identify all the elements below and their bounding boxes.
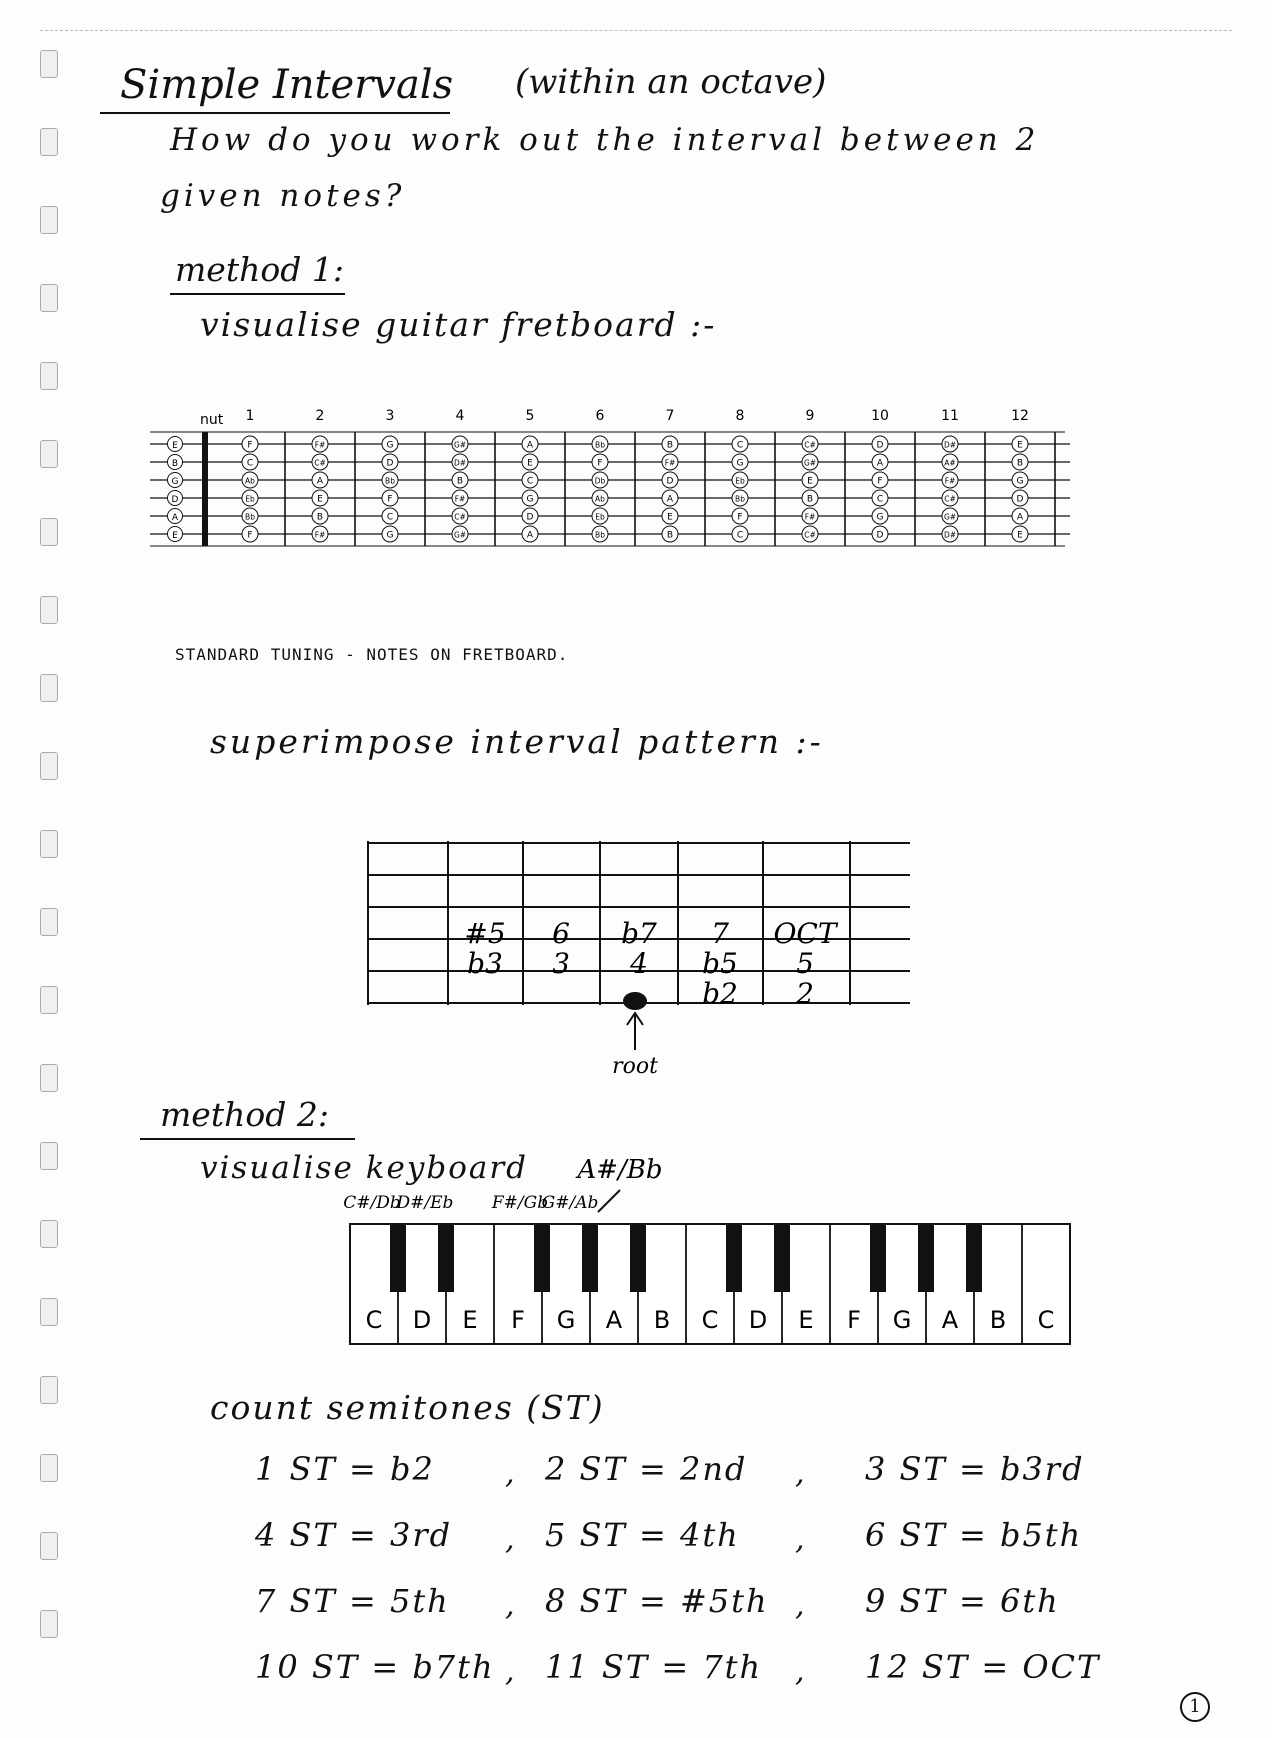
- binder-hole: [40, 128, 58, 156]
- note-label: A#: [944, 458, 956, 468]
- note-label: G#: [943, 512, 957, 522]
- fret-number: 10: [871, 408, 889, 424]
- note-label: D: [666, 476, 674, 487]
- binder-hole: [40, 440, 58, 468]
- note-label: G: [171, 477, 179, 487]
- note-label: D: [876, 440, 884, 451]
- interval-label: 4: [630, 947, 648, 980]
- note-label: F: [247, 530, 253, 541]
- note-label: Ab: [245, 476, 255, 486]
- white-key-label: B: [653, 1306, 671, 1334]
- note-label: F#: [454, 494, 466, 504]
- binder-hole: [40, 908, 58, 936]
- note-label: Bb: [595, 440, 605, 450]
- note-label: D: [171, 495, 179, 505]
- note-label: B: [316, 512, 324, 523]
- white-key-label: G: [556, 1306, 576, 1334]
- note-label: A: [171, 513, 179, 523]
- note-label: G: [876, 512, 884, 523]
- note-label: C#: [804, 530, 816, 540]
- note-label: F: [737, 512, 743, 523]
- note-label: B: [456, 476, 464, 487]
- black-key-label: C#/Db: [343, 1193, 401, 1213]
- black-key: [390, 1224, 406, 1292]
- note-label: B: [171, 459, 179, 469]
- note-label: G#: [453, 530, 467, 540]
- piano-keyboard: [330, 1150, 1160, 1350]
- interval-label: b2: [702, 977, 738, 1010]
- note-label: D#: [943, 440, 957, 450]
- separator-comma: ,: [795, 1522, 805, 1557]
- fret-number: 2: [315, 408, 325, 424]
- question-line-1: How do you work out the interval between 2: [170, 122, 1040, 158]
- white-key-label: F: [511, 1306, 525, 1334]
- interval-label: b3: [467, 947, 503, 980]
- interval-label: 6: [552, 917, 570, 950]
- separator-comma: ,: [795, 1654, 805, 1689]
- white-key-label: A: [941, 1306, 959, 1334]
- note-label: B: [806, 494, 814, 505]
- note-label: F#: [804, 512, 816, 522]
- note-label: E: [1017, 530, 1023, 541]
- black-key-label: A#/Bb: [577, 1155, 663, 1185]
- semitone-entry: 2 ST = 2nd: [545, 1450, 748, 1488]
- note-label: E: [172, 441, 178, 451]
- interval-label: b5: [702, 947, 738, 980]
- page-title: Simple Intervals: [120, 62, 454, 108]
- fretboard-diagram: [150, 400, 1130, 590]
- page-subtitle: (within an octave): [515, 62, 827, 102]
- note-label: Eb: [735, 476, 745, 486]
- white-key-label: C: [1037, 1306, 1055, 1334]
- binder-hole: [40, 986, 58, 1014]
- question-line-2: given notes?: [160, 178, 406, 214]
- note-label: A: [1016, 512, 1024, 523]
- fretboard-caption: STANDARD TUNING - NOTES ON FRETBOARD.: [175, 645, 569, 664]
- binder-hole: [40, 674, 58, 702]
- separator-comma: ,: [795, 1588, 805, 1623]
- note-label: D: [526, 512, 534, 523]
- note-label: E: [172, 531, 178, 541]
- interval-label: 7: [711, 917, 729, 950]
- white-key-label: B: [989, 1306, 1007, 1334]
- note-label: A: [876, 458, 884, 469]
- note-label: D: [1016, 494, 1024, 505]
- note-label: D: [876, 530, 884, 541]
- white-key-label: C: [365, 1306, 383, 1334]
- semitone-entry: 5 ST = 4th: [545, 1516, 740, 1554]
- note-label: C#: [314, 458, 326, 468]
- binder-hole: [40, 1142, 58, 1170]
- note-label: E: [317, 494, 323, 505]
- nut: [202, 432, 208, 546]
- note-label: E: [807, 476, 813, 487]
- note-label: Bb: [245, 512, 255, 522]
- note-label: G: [386, 530, 394, 541]
- interval-label: 2: [796, 977, 814, 1010]
- black-key: [630, 1224, 646, 1292]
- binder-hole: [40, 1220, 58, 1248]
- nut-label: nut: [200, 412, 224, 428]
- method2-heading: method 2:: [160, 1095, 329, 1134]
- binder-hole: [40, 1376, 58, 1404]
- note-label: G: [386, 440, 394, 451]
- separator-comma: ,: [505, 1588, 515, 1623]
- black-key: [774, 1224, 790, 1292]
- fret-number: 3: [385, 408, 395, 424]
- black-key: [534, 1224, 550, 1292]
- note-label: C: [736, 440, 744, 451]
- note-label: D#: [943, 530, 957, 540]
- note-label: E: [527, 458, 533, 469]
- binder-hole: [40, 596, 58, 624]
- white-key-label: E: [462, 1306, 478, 1334]
- label-pointer: [598, 1190, 620, 1212]
- binder-hole: [40, 206, 58, 234]
- interval-label: b7: [621, 917, 657, 950]
- note-label: F#: [314, 440, 326, 450]
- page-top-rule: [40, 30, 1232, 31]
- title-underline: [100, 112, 450, 114]
- pattern-instruction: superimpose interval pattern :-: [210, 722, 824, 761]
- note-label: Ab: [595, 494, 605, 504]
- semitone-entry: 12 ST = OCT: [865, 1648, 1101, 1686]
- fret-number: 4: [455, 408, 465, 424]
- note-label: F: [597, 458, 603, 469]
- fret-number: 1: [245, 408, 255, 424]
- note-label: A: [526, 440, 534, 451]
- fret-number: 5: [525, 408, 535, 424]
- note-label: Eb: [245, 494, 255, 504]
- method2-instruction: visualise keyboard: [200, 1150, 529, 1186]
- semitone-entry: 7 ST = 5th: [255, 1582, 450, 1620]
- note-label: B: [666, 440, 674, 451]
- note-label: A: [666, 494, 674, 505]
- interval-label: #5: [464, 917, 506, 950]
- binder-hole: [40, 1454, 58, 1482]
- black-key: [582, 1224, 598, 1292]
- binder-hole: [40, 362, 58, 390]
- black-key: [966, 1224, 982, 1292]
- white-key-label: D: [412, 1306, 432, 1334]
- root-label: root: [612, 1054, 658, 1079]
- note-label: G#: [453, 440, 467, 450]
- note-label: F#: [314, 530, 326, 540]
- note-label: F#: [944, 476, 956, 486]
- note-label: C: [736, 530, 744, 541]
- white-key-label: C: [701, 1306, 719, 1334]
- note-label: D: [386, 458, 394, 469]
- note-label: Bb: [595, 530, 605, 540]
- count-semitones-heading: count semitones (ST): [210, 1388, 605, 1427]
- black-key-label: G#/Ab: [541, 1193, 599, 1213]
- fret-number: 6: [595, 408, 605, 424]
- fret-number: 7: [665, 408, 675, 424]
- note-label: Eb: [595, 512, 605, 522]
- note-label: B: [666, 530, 674, 541]
- fret-number: 9: [805, 408, 815, 424]
- note-label: F: [877, 476, 883, 487]
- method2-underline: [140, 1138, 355, 1140]
- interval-pattern-grid: [365, 835, 915, 1079]
- fret-number: 11: [941, 408, 959, 424]
- note-label: A: [526, 530, 534, 541]
- semitone-entry: 11 ST = 7th: [545, 1648, 763, 1686]
- note-label: G: [526, 494, 534, 505]
- note-label: C: [386, 512, 394, 523]
- interval-label: OCT: [773, 917, 837, 950]
- black-key: [438, 1224, 454, 1292]
- semitone-entry: 1 ST = b2: [255, 1450, 435, 1488]
- black-key-label: F#/Gb: [491, 1193, 549, 1213]
- note-label: D#: [453, 458, 467, 468]
- binder-hole: [40, 518, 58, 546]
- semitone-entry: 8 ST = #5th: [545, 1582, 769, 1620]
- black-key: [726, 1224, 742, 1292]
- binder-hole: [40, 284, 58, 312]
- black-key: [918, 1224, 934, 1292]
- binder-hole: [40, 1298, 58, 1326]
- interval-label: 3: [552, 947, 570, 980]
- note-label: C#: [944, 494, 956, 504]
- white-key-label: F: [847, 1306, 861, 1334]
- black-key: [870, 1224, 886, 1292]
- separator-comma: ,: [795, 1456, 805, 1491]
- note-label: C: [526, 476, 534, 487]
- note-label: E: [667, 512, 673, 523]
- note-label: Db: [594, 476, 606, 486]
- note-label: Bb: [385, 476, 395, 486]
- semitone-entry: 6 ST = b5th: [865, 1516, 1083, 1554]
- fret-number: 12: [1011, 408, 1029, 424]
- method1-underline: [170, 293, 345, 295]
- note-label: G#: [803, 458, 817, 468]
- note-label: F: [387, 494, 393, 505]
- method1-heading: method 1:: [175, 250, 344, 289]
- white-key-label: D: [748, 1306, 768, 1334]
- binder-hole: [40, 752, 58, 780]
- root-dot: [623, 992, 647, 1010]
- note-label: C: [876, 494, 884, 505]
- note-label: C: [246, 458, 254, 469]
- semitone-entry: 4 ST = 3rd: [255, 1516, 453, 1554]
- note-label: F#: [664, 458, 676, 468]
- semitone-entry: 9 ST = 6th: [865, 1582, 1060, 1620]
- note-label: F: [247, 440, 253, 451]
- fret-number: 8: [735, 408, 745, 424]
- separator-comma: ,: [505, 1654, 515, 1689]
- separator-comma: ,: [505, 1456, 515, 1491]
- interval-label: 5: [796, 947, 814, 980]
- note-label: A: [316, 476, 324, 487]
- method1-instruction: visualise guitar fretboard :-: [200, 305, 717, 344]
- note-label: B: [1016, 458, 1024, 469]
- white-key-label: G: [892, 1306, 912, 1334]
- note-label: C#: [454, 512, 466, 522]
- page-number: 1: [1189, 1696, 1201, 1717]
- white-key-label: A: [605, 1306, 623, 1334]
- semitone-entry: 3 ST = b3rd: [865, 1450, 1085, 1488]
- binder-hole: [40, 1064, 58, 1092]
- binder-hole: [40, 1610, 58, 1638]
- black-key-label: D#/Eb: [396, 1193, 454, 1213]
- note-label: G: [736, 458, 744, 469]
- separator-comma: ,: [505, 1522, 515, 1557]
- note-label: G: [1016, 476, 1024, 487]
- white-key-label: E: [798, 1306, 814, 1334]
- note-label: Bb: [735, 494, 745, 504]
- binder-hole: [40, 1532, 58, 1560]
- note-label: E: [1017, 440, 1023, 451]
- binder-hole: [40, 50, 58, 78]
- note-label: C#: [804, 440, 816, 450]
- semitone-entry: 10 ST = b7th: [255, 1648, 495, 1686]
- binder-hole: [40, 830, 58, 858]
- page-number-circle: [1180, 1692, 1210, 1722]
